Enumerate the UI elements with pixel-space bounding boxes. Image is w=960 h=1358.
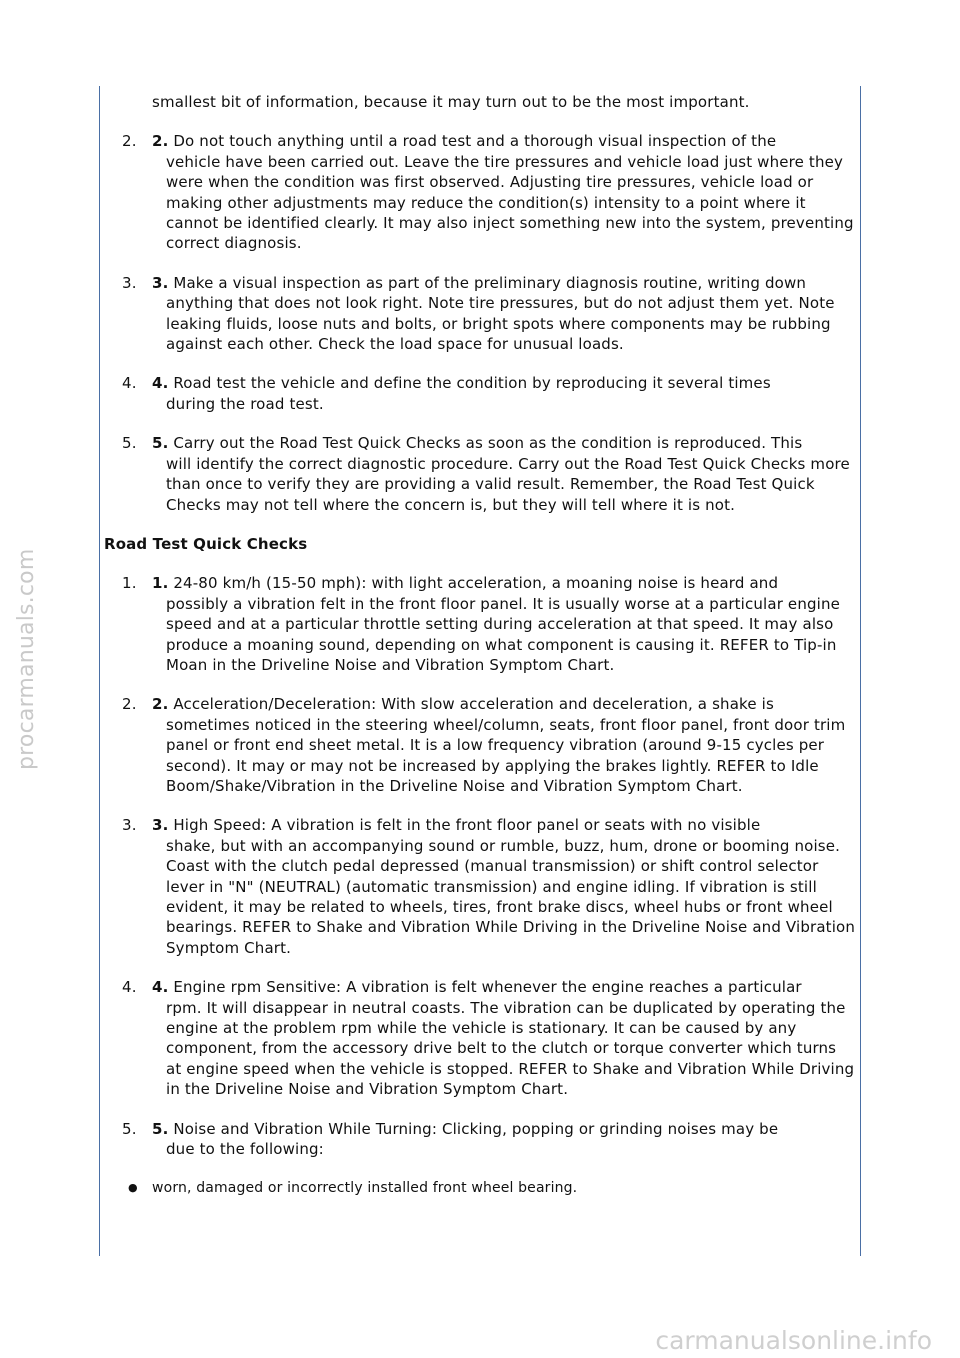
step-text <box>152 273 856 355</box>
step-text <box>152 373 856 414</box>
step-lead: 5. <box>152 434 169 453</box>
left-margin-rule <box>99 86 100 1256</box>
check-lead: 3. <box>152 816 169 835</box>
bullet-text: worn, damaged or incorrectly installed front wheel bearing. <box>152 1180 578 1197</box>
step-lead: 2. <box>152 132 169 151</box>
step-first-line: Road test the vehicle and define the condition by reproducing it several times <box>168 374 771 393</box>
check-text <box>152 573 856 675</box>
check-rest: possibly a vibration felt in the front floor panel. It is usually worse at a particular engine speed and at a particular throttle setting during acceleration at that speed. It may also produce a moaning sound, depending on what component is causing it. REFER to Tip-in Moan in the Driveline Noise and Vibration Symptom Chart. <box>166 594 840 674</box>
check-number: 4. <box>122 978 137 997</box>
procedure-step <box>104 131 856 253</box>
bullet-item <box>128 1178 856 1198</box>
step-number: 5. <box>122 434 137 453</box>
check-rest: due to the following: <box>166 1140 324 1159</box>
check-first-line: 24-80 km/h (15-50 mph): with light acceleration, a moaning noise is heard and <box>168 574 779 593</box>
page-content <box>104 92 856 1199</box>
step-number: 4. <box>122 374 137 393</box>
check-text <box>152 977 856 1099</box>
quick-check-item <box>104 1119 856 1160</box>
side-watermark: procarmanuals.com <box>14 548 39 770</box>
check-rest: rpm. It will disappear in neutral coasts. The vibration can be duplicated by operating the engine at the problem rpm while the vehicle is stationary. It can be caused by any component, from the accessory drive belt to the clutch or torque converter which turns at engine speed when the vehicle is stopped. REFER to Shake and Vibration While Driving in the Driveline Noise and Vibration Symptom Chart. <box>166 998 855 1099</box>
check-rest: shake, but with an accompanying sound or rumble, buzz, hum, drone or booming noise. Coast with the clutch pedal depressed (manual transmission) or shift control selector lever in "N" (NEUTRAL) (automatic transmission) and engine idling. If vibration is still evident, it may be related to wheels, tires, front brake discs, wheel hubs or front wheel bearings. REFER to Shake and Vibration While Driving in the Driveline Noise and Vibration Symptom Chart. <box>166 836 855 957</box>
check-first-line: High Speed: A vibration is felt in the front floor panel or seats with no visible <box>168 816 761 835</box>
check-number: 2. <box>122 695 137 714</box>
bottom-watermark: carmanualsonline.info <box>655 1326 932 1355</box>
check-rest: sometimes noticed in the steering wheel/column, seats, front floor panel, front door trim panel or front end sheet metal. It is a low frequency vibration (around 9-15 cycles per second). It may or may not be increased by applying the brakes lightly. REFER to Idle Boom/Shake/Vibration in the Driveline Noise and Vibration Symptom Chart. <box>166 715 846 795</box>
check-text <box>152 1119 856 1160</box>
check-lead: 1. <box>152 574 169 593</box>
step-text <box>152 131 856 253</box>
right-margin-rule <box>860 86 861 1256</box>
section-heading: Road Test Quick Checks <box>104 534 308 553</box>
check-number: 1. <box>122 574 137 593</box>
step-rest: vehicle have been carried out. Leave the tire pressures and vehicle load just where they were when the condition was first observed. Adjusting tire pressures, vehicle load or making other adjustments may reduce the condition(s) intensity to a point where it cannot be identified clearly. It may also inject something new into the system, preventing correct diagnosis. <box>166 152 854 253</box>
step-lead: 4. <box>152 374 169 393</box>
check-lead: 4. <box>152 978 169 997</box>
step-first-line: Carry out the Road Test Quick Checks as soon as the condition is reproduced. This <box>168 434 803 453</box>
check-first-line: Engine rpm Sensitive: A vibration is felt whenever the engine reaches a particular <box>168 978 802 997</box>
step-rest: during the road test. <box>166 394 324 413</box>
procedure-step <box>104 273 856 355</box>
check-first-line: Acceleration/Deceleration: With slow acceleration and deceleration, a shake is <box>168 695 774 714</box>
procedure-step <box>104 373 856 414</box>
check-lead: 2. <box>152 695 169 714</box>
step-rest: will identify the correct diagnostic procedure. Carry out the Road Test Quick Checks more than once to verify they are providing a valid result. Remember, the Road Test Quick Checks may not tell where the concern is, but they will tell where it is not. <box>166 454 850 514</box>
check-first-line: Noise and Vibration While Turning: Clicking, popping or grinding noises may be <box>168 1119 779 1138</box>
check-number: 3. <box>122 816 137 835</box>
step-first-line: Do not touch anything until a road test and a thorough visual inspection of the <box>168 132 777 151</box>
check-text <box>152 694 856 796</box>
check-number: 5. <box>122 1119 137 1138</box>
step-text <box>152 433 856 515</box>
bullet-dot-icon: ● <box>128 1181 138 1195</box>
step-rest: anything that does not look right. Note tire pressures, but do not adjust them yet. Note leaking fluids, loose nuts and bolts, or bright spots where components may be rubbing against each other. Check the load space for unusual loads. <box>166 294 835 354</box>
check-text <box>152 815 856 958</box>
intro-continuation: smallest bit of information, because it may turn out to be the most important. <box>152 93 750 111</box>
quick-check-item <box>104 815 856 958</box>
step-number: 3. <box>122 273 137 292</box>
step-first-line: Make a visual inspection as part of the preliminary diagnosis routine, writing down <box>168 273 807 292</box>
quick-check-item <box>104 573 856 675</box>
step-lead: 3. <box>152 273 169 292</box>
step-number: 2. <box>122 132 137 151</box>
quick-check-item <box>104 977 856 1099</box>
check-lead: 5. <box>152 1119 169 1138</box>
procedure-step <box>104 433 856 515</box>
quick-check-item <box>104 694 856 796</box>
